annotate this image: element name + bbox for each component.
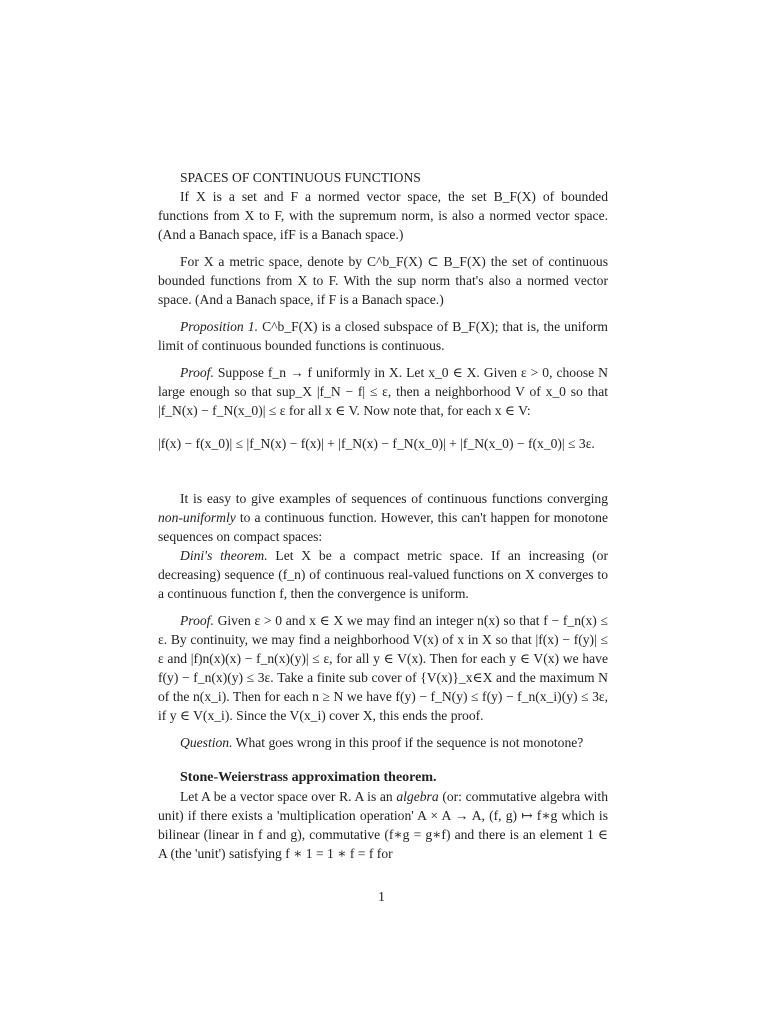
question-text: What goes wrong in this proof if the sequence is not monotone? xyxy=(235,735,584,750)
paragraph-algebra xyxy=(158,787,608,863)
proposition-1 xyxy=(158,317,608,355)
paragraph-non-uniform xyxy=(158,489,608,546)
document-title: SPACES OF CONTINUOUS FUNCTIONS xyxy=(180,170,421,185)
question xyxy=(158,733,608,752)
emphasis-non-uniformly: non-uniformly xyxy=(158,510,236,525)
proof-label: Proof. xyxy=(180,365,214,380)
display-equation: |f(x) − f(x_0)| ≤ |f_N(x) − f(x)| + |f_N(x) − f_N(x_0)| + |f_N(x_0) − f(x_0)| ≤ 3ε. xyxy=(158,436,595,451)
proposition-text: C^b_F(X) is a closed subspace of B_F(X); that is, the uniform limit of continuous bounded functions is continuous. xyxy=(158,319,608,353)
proof-1 xyxy=(158,363,608,420)
dini-theorem xyxy=(158,546,608,603)
section-heading: Stone-Weierstrass approximation theorem. xyxy=(180,770,437,785)
question-label: Question. xyxy=(180,735,233,750)
paragraph-text-a: Let A be a vector space over R. A is an xyxy=(180,789,393,804)
proof-label: Proof. xyxy=(180,613,214,628)
emphasis-algebra: algebra xyxy=(396,789,439,804)
proof-text: Suppose f_n → f uniformly in X. Let x_0 ∈ X. Given ε > 0, choose N large enough so that sup_X |f_N − f| ≤ ε, then a neighborhood V of x_0 so that |f_N(x) − f_N(x_0)| ≤ ε for all x ∈ V. Now note that, for each x ∈ V: xyxy=(158,365,609,418)
proof-2 xyxy=(158,611,608,725)
paragraph-text-b: to a continuous function. However, this can't happen for monotone sequences on compact spaces: xyxy=(158,510,608,544)
paragraph-continuous-bounded: For X a metric space, denote by C^b_F(X) ⊂ B_F(X) the set of continuous bounded functions from X to F. With the sup norm that's also a normed vector space. (And a Banach space, if F is a Banach space.) xyxy=(158,254,608,307)
dini-text: Let X be a compact metric space. If an increasing (or decreasing) sequence (f_n) of continuous real-valued functions on X converges to a continuous function f, then the convergence is uniform. xyxy=(158,548,608,601)
page-number: 1 xyxy=(378,890,385,905)
paragraph-text-b: (or: commutative algebra with unit) if there exists a 'multiplication operation' A × A → A, (f, g) ↦ f∗g which is bilinear (linear in f and g), commutative (f∗g = g∗f) and there is an element 1 ∈ A (the 'unit') satisfying f ∗ 1 = 1 ∗ f = f for xyxy=(158,789,609,861)
paragraph-text-a: It is easy to give examples of sequences of continuous functions converging xyxy=(180,491,608,506)
proof-text: Given ε > 0 and x ∈ X we may find an integer n(x) so that f − f_n(x) ≤ ε. By continuity, we may find a neighborhood V(x) of x in X so that |f(x) − f(y)| ≤ ε and |f)n(x)(x) − f_n(x)(y)| ≤ ε, for all y ∈ V(x). Then for each y ∈ V(x) we have f(y) − f_n(x)(y) ≤ 3ε. Take a finite sub cover of {V(x)}_x∈X and the maximum N of the n(x_i). Then for each n ≥ N we have f(y) − f_N(y) ≤ f(y) − f_n(x_i)(y) ≤ 3ε, if y ∈ V(x_i). Since the V(x_i) cover X, this ends the proof. xyxy=(158,613,608,723)
proposition-label: Proposition 1. xyxy=(180,319,258,334)
document-page xyxy=(158,160,608,863)
dini-label: Dini's theorem. xyxy=(180,548,268,563)
paragraph-bounded-functions: If X is a set and F a normed vector space, the set B_F(X) of bounded functions from X to F, with the supremum norm, is also a normed vector space. (And a Banach space, ifF is a Banach space.) xyxy=(158,189,608,242)
